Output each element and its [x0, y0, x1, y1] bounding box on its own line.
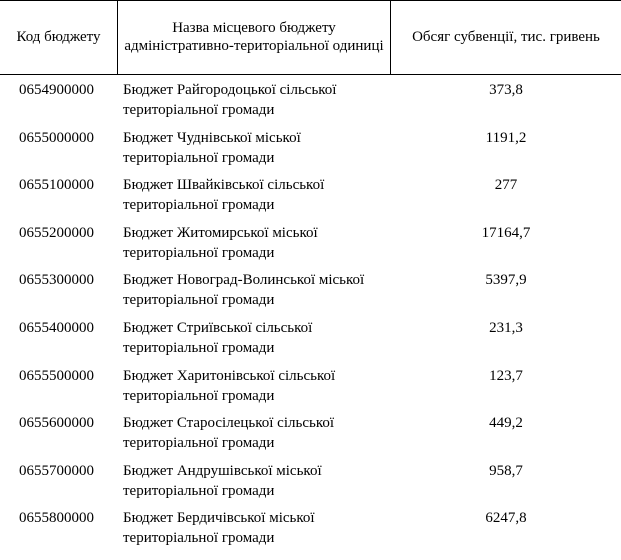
table-row — [0, 366, 621, 414]
header-code: Код бюджету — [16, 29, 101, 45]
table-row — [0, 318, 621, 366]
subvention-amount: 1191,2 — [485, 129, 527, 146]
table-body — [0, 80, 621, 556]
subvention-amount: 6247,8 — [485, 510, 527, 527]
budget-code: 0655800000 — [19, 510, 94, 527]
budget-name: Бюджет Бердичівської міської територіальної громади — [123, 510, 315, 547]
budget-name: Бюджет Райгородоцької сільської територіальної громади — [123, 82, 337, 118]
budget-code: 0655600000 — [19, 415, 94, 432]
budget-name: Бюджет Андрушівської міської територіальної громади — [123, 462, 322, 499]
budget-name: Бюджет Чуднівської міської територіальної громади — [123, 129, 301, 166]
table-row — [0, 223, 621, 271]
budget-code: 0655100000 — [19, 177, 94, 194]
subvention-amount: 123,7 — [489, 367, 523, 384]
budget-code: 0655300000 — [19, 272, 94, 289]
budget-name: Бюджет Новоград-Волинської міської територіальної громади — [123, 272, 365, 309]
budget-code: 0655000000 — [19, 129, 94, 146]
table-row — [0, 175, 621, 223]
budget-code: 0654900000 — [19, 82, 94, 98]
table-row — [0, 80, 621, 128]
header-bottom-rule — [0, 74, 621, 75]
header-name: Назва місцевого бюджету адміністративно-територіальної одиниці — [124, 20, 384, 54]
subvention-amount: 5397,9 — [485, 272, 527, 289]
table-row — [0, 270, 621, 318]
budget-code: 0655700000 — [19, 462, 94, 479]
budget-name: Бюджет Старосілецької сільської територіальної громади — [123, 415, 335, 452]
subvention-amount: 958,7 — [489, 462, 523, 479]
budget-code: 0655200000 — [19, 224, 94, 241]
subvention-amount: 231,3 — [489, 319, 523, 336]
subvention-amount: 449,2 — [489, 415, 523, 432]
subvention-amount: 17164,7 — [481, 224, 531, 241]
budget-name: Бюджет Стриївської сільської територіальної громади — [123, 319, 313, 356]
header-amount: Обсяг субвенції, тис. гривень — [412, 29, 600, 45]
table-row — [0, 128, 621, 176]
table-row — [0, 508, 621, 556]
budget-name: Бюджет Житомирської міської територіальної громади — [123, 224, 318, 261]
budget-name: Бюджет Швайківської сільської територіальної громади — [123, 177, 325, 214]
subvention-amount: 277 — [494, 177, 518, 194]
budget-code: 0655500000 — [19, 367, 94, 384]
budget-code: 0655400000 — [19, 319, 94, 336]
budget-name: Бюджет Харитонівської сільської територіальної громади — [123, 367, 336, 404]
table-row — [0, 461, 621, 509]
table-row — [0, 413, 621, 461]
subvention-amount: 373,8 — [489, 82, 523, 98]
